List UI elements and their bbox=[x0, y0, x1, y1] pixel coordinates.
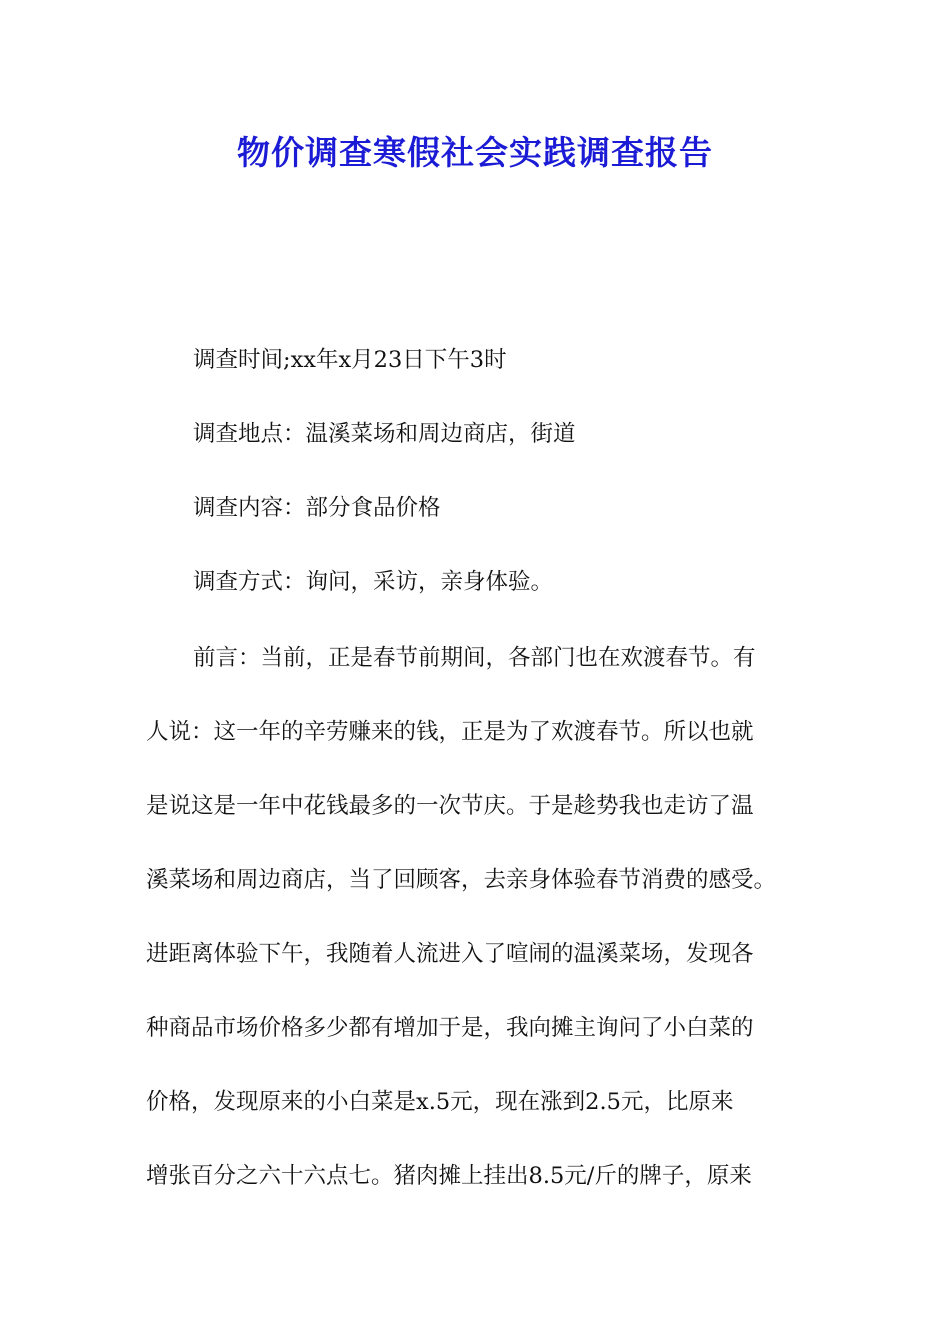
paragraph-line: 前言：当前，正是春节前期间，各部门也在欢渡春节。有 bbox=[193, 645, 756, 671]
meta-survey-time: 调查时间;xx年x月23日下午3时 bbox=[193, 347, 507, 373]
paragraph-line: 进距离体验下午，我随着人流进入了喧闹的温溪菜场，发现各 bbox=[146, 941, 754, 967]
paragraph-line: 溪菜场和周边商店，当了回顾客，去亲身体验春节消费的感受。 bbox=[146, 867, 777, 893]
document-title: 物价调查寒假社会实践调查报告 bbox=[237, 133, 713, 172]
paragraph-line: 是说这是一年中花钱最多的一次节庆。于是趁势我也走访了温 bbox=[146, 793, 754, 819]
meta-survey-location: 调查地点：温溪菜场和周边商店，街道 bbox=[193, 421, 576, 447]
meta-survey-method: 调查方式：询问，采访，亲身体验。 bbox=[193, 569, 554, 595]
paragraph-line: 种商品市场价格多少都有增加于是，我向摊主询问了小白菜的 bbox=[146, 1015, 754, 1041]
paragraph-line: 价格，发现原来的小白菜是x.5元，现在涨到2.5元，比原来 bbox=[146, 1089, 734, 1115]
paragraph-line: 增张百分之六十六点七。猪肉摊上挂出8.5元/斤的牌子，原来 bbox=[146, 1163, 752, 1189]
meta-survey-content: 调查内容：部分食品价格 bbox=[193, 495, 441, 521]
paragraph-line: 人说：这一年的辛劳赚来的钱，正是为了欢渡春节。所以也就 bbox=[146, 719, 754, 745]
